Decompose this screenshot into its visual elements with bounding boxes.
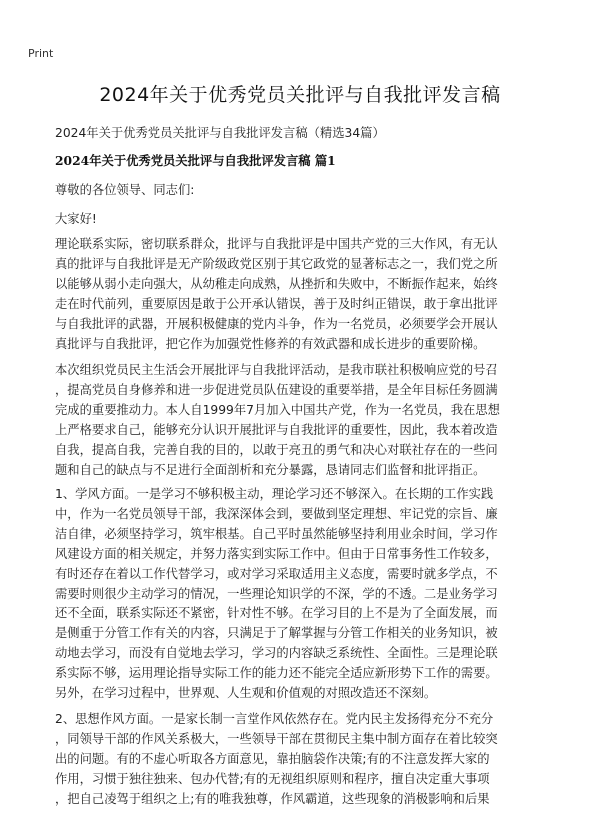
paragraph-line: 理论联系实际，密切联系群众，批评与自我批评是中国共产党的三大作风，有无认	[55, 237, 498, 251]
paragraph-line: 题和自己的缺点与不足进行全面剖析和充分暴露，恳请同志们监督和批评指正。	[55, 462, 486, 477]
section-title: 2024年关于优秀党员关批评与自我批评发言稿 篇1	[55, 153, 336, 168]
paragraph-line: 走在时代前列，重要原因是敢于公开承认错误，善于及时纠正错误，敢于拿出批评	[55, 296, 498, 311]
paragraph-line: 真的批评与自我批评是无产阶级政党区别于其它政党的显著标志之一，我们党之所	[55, 256, 498, 271]
paragraph-2	[55, 361, 575, 480]
paragraph-line: 有时还存在着以工作代替学习，或对学习采取适用主义态度，需要时就多学点，不	[55, 566, 498, 581]
paragraph-line: 出的问题。有的不虚心听取各方面意见，靠拍脑袋作决策;有的不注意发挥大家的	[55, 751, 490, 766]
paragraph-3	[55, 485, 575, 704]
paragraph-line: 真批评与自我批评，把它作为加强党性修养的有效武器和成长进步的重要阶梯。	[55, 336, 486, 351]
paragraph-line: ，同领导干部的作风关系极大，一些领导干部在贯彻民主集中制方面存在着比较突	[55, 731, 498, 746]
paragraph-line: 完成的重要推动力。本人自1999年7月加入中国共产党，作为一名党员，我在思想	[55, 402, 500, 417]
paragraph-line: 本次组织党员民主生活会开展批评与自我批评活动，是我市联社积极响应党的号召	[55, 363, 498, 377]
print-link[interactable]: Print	[28, 47, 54, 60]
paragraph-line: 系实际不够，运用理论指导实际工作的能力还不能完全适应新形势下工作的需要。	[55, 666, 498, 681]
paragraph-1	[55, 235, 575, 354]
salutation: 尊敬的各位领导、同志们:	[55, 183, 195, 197]
paragraph-line: 与自我批评的武器，开展积极健康的党内斗争，作为一名党员，必须要学会开展认	[55, 316, 498, 331]
paragraph-4	[55, 710, 575, 810]
paragraph-line: 中，作为一名党员领导干部，我深深体会到，要做到坚定理想、牢记党的宗旨、廉	[55, 506, 498, 521]
paragraph-line: 动地去学习，而没有自觉地去学习，学习的内容缺乏系统性、全面性。三是理论联	[55, 646, 498, 661]
document-title: 2024年关于优秀党员关批评与自我批评发言稿	[99, 84, 501, 106]
paragraph-line: 是侧重于分管工作有关的内容，只满足于了解掌握与分管工作相关的业务知识，被	[55, 626, 498, 641]
paragraph-line: 另外，在学习过程中，世界观、人生观和价值观的对照改造还不深刻。	[55, 686, 437, 701]
paragraph-line: 自我，提高自我，完善自我的目的，以敢于亮丑的勇气和决心对联社存在的一些问	[55, 442, 498, 457]
paragraph-line: 需要时则很少主动学习的情况，一些理论知识学的不深，学的不透。二是业务学习	[55, 586, 498, 601]
paragraph-line: 2、思想作风方面。一是家长制一言堂作风依然存在。党内民主发扬得充分不充分	[55, 712, 494, 726]
paragraph-line: 1、学风方面。一是学习不够积极主动，理论学习还不够深入。在长期的工作实践	[55, 487, 494, 501]
greeting: 大家好!	[55, 212, 97, 226]
paragraph-line: ，提高党员自身修养和进一步促进党员队伍建设的重要举措，是全年目标任务圆满	[55, 382, 498, 397]
paragraph-line: 风建设方面的相关规定，并努力落实到实际工作中。但由于日常事务性工作较多，	[55, 546, 498, 561]
document-subtitle: 2024年关于优秀党员关批评与自我批评发言稿（精选34篇）	[55, 126, 385, 140]
paragraph-line: 作用，习惯于独往独来、包办代替;有的无视组织原则和程序，擅自决定重大事项	[55, 771, 490, 786]
paragraph-line: 上严格要求自己，能够充分认识开展批评与自我批评的重要性，因此，我本着改造	[55, 422, 498, 437]
paragraph-line: ，把自己凌驾于组织之上;有的唯我独尊，作风霸道，这些现象的消极影响和后果	[55, 791, 490, 806]
paragraph-line: 洁自律，必须坚持学习，筑牢根基。自己平时虽然能够坚持利用业余时间，学习作	[55, 526, 498, 541]
paragraph-line: 还不全面，联系实际还不紧密，针对性不够。在学习目的上不是为了全面发展，而	[55, 606, 498, 621]
paragraph-line: 以能够从弱小走向强大，从幼稚走向成熟，从挫折和失败中，不断振作起来，始终	[55, 276, 498, 291]
